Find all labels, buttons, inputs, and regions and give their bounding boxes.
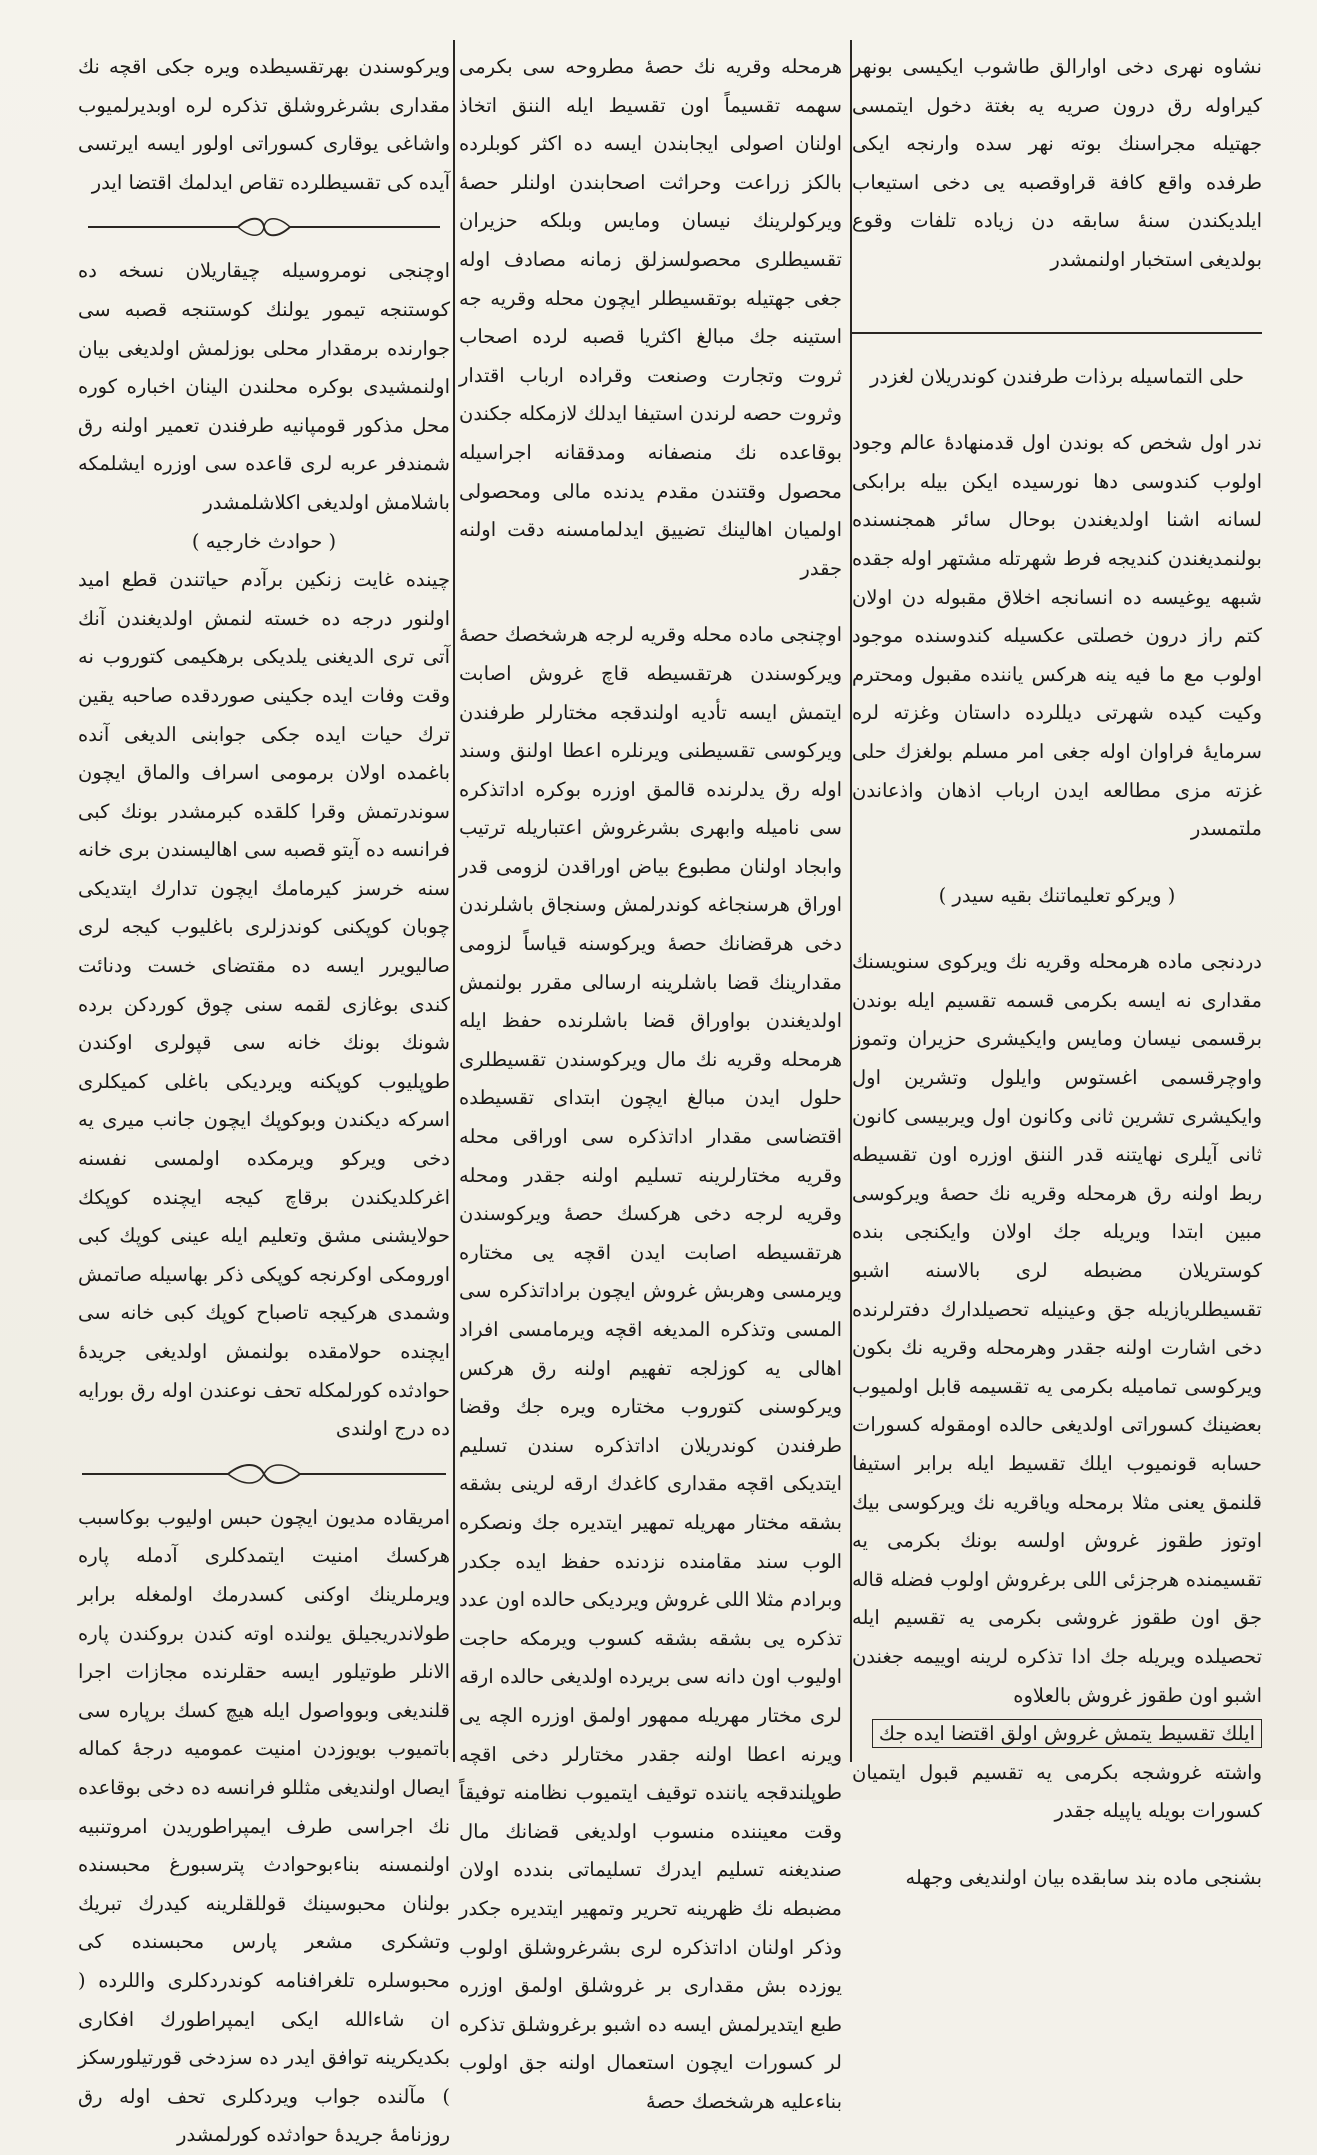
left-column xyxy=(78,48,450,2147)
column-rule-left xyxy=(453,40,455,1762)
middle-column xyxy=(459,48,842,2113)
tax-continuation-paragraph: ویرکوسندن بهرتقسیطده ویره جکی اقچه نك مقداری بشرغروشلق تذکره لره اوبدیرلمیوب واشاغی یوقاری کسوراتی اولور ایسه ایرتسی آیده کی تقسیطلرده تقاص ایدلمك اقتضا ایدر xyxy=(78,55,450,194)
ornamental-divider xyxy=(852,318,1262,348)
debtor-news-paragraph: امریقاده مدیون ایچون حبس اولیوب بوکاسبب هرکسك امنیت ایتمدکلری آدمله پاره ویرملرینك اوکنی کسدرمك اولمغله برابر طولاندریجیلق یولنده اوته کندن بروکندن پاره الانلر طوتیلور ایسه حقلرنده مجازات اجرا قلندیغی وبوواصول ایله هیچ کسك برپاره سی باتمیوب بویوزدن امنیت عمومیه درجهٔ کماله ایصال اولندیغی مثللو فرانسه ده دخی بوقاعده نك اجراسی طرف ایمپراطوریدن امروتنبیه اولنمسنه بناءبوحوادث پترسبورغ محبسنده بولنان محبوسینك قوللقلرینه کیدرك تبریك وتشکری مشعر پارس محبسنده کی محبوسلره تلغرافنامه کوندردکلری واللرده ( ان شاءالله ایکی ایمپراطورك افکاری بکدیکرینه توافق ایدر ده سزدخی قورتیلورسکز ) مآلنده جواب ویردکلری تحف اوله رق روزنامهٔ جریدهٔ حوادثده کورلمشدر xyxy=(78,1505,450,2147)
foreign-news-heading: ( حوادث خارجیه ) xyxy=(191,529,337,553)
ornamental-divider xyxy=(78,212,450,242)
ornamental-divider xyxy=(78,1459,450,1489)
installment-paragraph: هرمحله وقریه نك حصهٔ مطروحه سی بکرمی سهمه تقسیماً اون تقسیط ایله الننق اتخاذ اولنان اصولی ایجابندن ایسه ده اکثر کوبلرده بالکز زراعت وحراثت اصحابندن اولنلر حصهٔ ویرکولرینك نیسان ومایس وبلکه حزیران تقسیطلری محصولسزلق زمانه مصادف اوله جغی جهتیله بوتقسیطلر ایچون محله وقریه جه استینه جك مبالغ اکثریا قصبه لرده اصحاب ثروت وتجارت وصنعت وقراده ارباب اقتدار وثروت حصه لرندن استیفا ایدلك لازمکله جکندن بوقاعده نك منصفانه ومدققانه اجراسیله محصول وقتندن مقدم یدنده مالی ومحصولی اولمیان اهالینك تضییق ایدلمامسنه دقت اولنه جقدر xyxy=(459,55,842,580)
article-four-paragraph: دردنجی ماده هرمحله وقریه نك ویرکوی سنویسنك مقداری نه ایسه بکرمی قسمه تقسیم ایله بوندن برقسمی نیسان ومایس وایکیشری حزیران وتموز واوچرقسمی اغستوس وایلول وتشرین اول وایکیشری تشرین ثانی وکانون اول ویربیسی کانون ثانی آیلری نهایتنه قدر الننق اوزره اون تقسیطه ربط اولنه رق هرمحله وقریه نك حصهٔ ویرکوسی مبین ابتدا ویریله جك اولان وایکنجی بنده کوستریلان مضبطه لری بالاسنه اشبو تقسیطلریازیله جق وعینیله تحصیلدارك دفترلرنده دخی اشارت اولنه جقدر وهرمحله وقریه نك بکون ویرکوسی تمامیله بکرمی یه تقسیمه قابل اولمیوب بعضینك کسوراتی اولدیغی حالده اومقوله کسورات حسابه قونمیوب ایلك تقسیط ایله برابر استیفا قلنمق یعنی مثلا برمحله ویاقریه نك ویرکوسی بیك اوتوز طقوز غروش اولسه بونك بکرمی یه تقسیمنده هرجزئی اللی برغروش اولوب فضله قاله جق اون طقوز غروشی بکرمی یه تقسیم ایله تحصیلده ویریله جك ادا تذکره لرینه اوییمه جغندن اشبو اون طقوز غروش بالعلاوه xyxy=(852,950,1263,1707)
article-five-paragraph: بشنجی ماده بند سابقده بیان اولندیغی وجهله xyxy=(905,1865,1262,1889)
right-column xyxy=(852,48,1263,1889)
article-four-ending: واشته غروشجه بکرمی یه تقسیم قبول ایتمیان کسورات بویله یاپیله جقدر xyxy=(852,1760,1262,1823)
article-three-paragraph: اوچنجی ماده محله وقریه لرجه هرشخصك حصهٔ ویرکوسندن هرتقسیطه قاچ غروش اصابت ایتمش ایسه تأدیه اولندقجه مختارلر طرفندن ویرکوسی تقسیطنی ویرنلره اعطا اولنق وسند اوله رق یدلرنده قالمق اوزره بوکره اداتذکره سی نامیله وابهری بشرغروش اعتباریله ترتیب وابجاد اولنان مطبوع بیاض اوراقدن لزومی قدر اوراق هرسنجاغه کوندرلمش وسنجاق باشلرندن دخی هرقضانك حصهٔ ویرکوسنه قیاساً لزومی مقدارینك قضا باشلرینه ارسالی مقرر بولنمش اولدیغندن بواوراق قضا باشلرنده حفظ ایله هرمحله وقریه نك مال ویرکوسندن تقسیطلری حلول ایدن مبالغ ایچون ابتدای تقسیطده اقتضاسی مقدار اداتذکره سی اوراقی محله وقریه مختارلرینه تسلیم اولنه جقدر ومحله وقریه لرجه دخی هرکسك حصهٔ ویرکوسندن هرتقسیطه اصابت ایدن اقچه یی مختاره ویرمسی وهربش غروش ایچون براداتذکره سی المسی وتذکره المدیغه اقچه ویرمامسی افراد اهالی یه کوزلجه تفهیم اولنه رق هرکس ویرکوسنی کتوروب مختاره ویره جك وقضا طرفندن کوندریلان اداتذکره سندن تسلیم ایتدیکی اقچه مقداری کاغدك ارقه لرینی بشقه بشقه مختار مهریله تمهیر ایتدیره جك ونصکره الوب سند مقامنده نزدنده حفظ ایده جکدر وبرادم مثلا اللی غروش ویردیکی حالده اون عدد تذکره یی بشقه بشقه کسوب ویرمکه حاجت اولیوب اون دانه سی بریرده اولدیغی حالده ارقه لری مختار مهریله ممهور اولمق اوزره الچه یی ویرنه اعطا اولنه جقدر مختارلر دخی اقچه طوپلندقجه یاننده توقیف ایتمیوب نظامنه توفیقاً وقت معیننده منسوب اولدیغی قضانك مال صندیغنه تسلیم ایدرك تسلیماتی بندده اولان مضبطه نك ظهرینه تحریر وتمهیر ایتدیره جکدر وذکر اولنان اداتذکره لری بشرغروشلق اولوب یوزده بش مقداری بر غروشلق اولمق اوزره طبع ایتدیرلمش ایسه ده اشبو برغروشلق تذکره لر کسورات ایچون استعمال اولنه جق اولوب بناءعلیه هرشخصك حصهٔ xyxy=(459,623,842,2113)
flood-news-paragraph: نشاوه نهری دخی اوارالق طاشوب ایکیسی بونهر کیراوله رق درون صریه یه بغتة دخول ایتمسی جهتیله مجراسنك بوته نهر سده وارنجه ایکی طرفده واقع کافة قراوقصبه یی دخی استیعاب ایلدیکندن سنهٔ سابقه دن زیاده تلفات وقوع بولدیغی استخبار اولنمشدر xyxy=(852,55,1262,271)
miser-story-paragraph: چینده غایت زنکین برآدم حیاتندن قطع امید اولنور درجه ده خسته لنمش اولدیغندن آنك آتی تری الدیغنی یلدیکی برهکیمی کتوروب نه وقت وفات ایده جکینی صوردقده صاحبه یقین ترك حیات ایده جکی جوابنی الدیغی آنده باغمده اولان برمومی اسراف والماق ایچون سوندرتمش وقرا کلقده کبرمشدر بونك کبی فرانسه ده آیتو قصبه سی اهالیسندن بری خانه سنه خرسز کیرمامك ایچون تدارك ایتدیکی چوبان کوپکنی کوندزلری باغلیوب کیجه لری صالیویرر ایسه ده مقتضای خست ودنائت کندی بوغازی لقمه سنی چوق کوردکن برده شونك بونك خانه سی قپولری اوکندن طوپلیوب کوپکنه ویردیکی باغلی کمیکلری اسرکه دیکندن وبوکوپك ایچون جانب میری یه دخی ویرکو ویرمکده اولمسی نفسنه اغرکلدیکندن برقاچ کیجه ایچنده کوپکك حولایشنی مشق وتعلیم ایله عینی کوپك کبی اورومکی اوکرنجه کوپکی ذکر بهاسیله صاتمش وشمدی هرکیجه تاصباح کوپك کبی خانه سی ایچنده حولامقده بولنمش اولدیغی جریدهٔ حوادثده کورلمکله تحف نوعندن اوله رق بورایه ده درج اولندی xyxy=(78,568,450,1441)
railway-news-paragraph: اوچنجی نومروسیله چیقاریلان نسخه ده کوستنجه تیمور یولنك کوستنجه قصبه سی جوارنده برمقدار محلی بوزلمش اولدیغی بیان اولنمشیدی بوکره محلندن الینان اخباره کوره محل مذکور قومپانیه طرفندن تعمیر اولنه رق شمندفر عربه لری قاعده سی اوزره ایشلمکه باشلامش اولدیغی اکلاشلمشدر xyxy=(78,259,450,514)
riddle-paragraph: ندر اول شخص که بوندن اول قدمنهادهٔ عالم وجود اولوب کندوسی دها نورسیده ایکن بیله برابکی لسانه اشنا اولدیغندن بوحال سائر همجنسنده بولنمدیغندن کندیجه فرط شهرتله مشتهر اوله جقده شبهه یوغیسه ده انسانجه اخلاق مقبوله دن اولان کتم راز درون خصلتی عکسیله کندوسنده موجود اولوب مع ما فیه ینه هرکس یاننده مقبول ومحترم وکیت کیده شهرتی دیللرده داستان وغزته لره سرمایهٔ فراوان اوله جغی امر مسلم بولغزك حلی غزته مزی مطالعه ایدن ارباب اذهان واذعاندن ملتمسدر xyxy=(852,431,1262,841)
riddle-heading: حلی التماسیله برذات طرفندن کوندریلان لغزدر xyxy=(869,364,1245,388)
boxed-line: ایلك تقسیط یتمش غروش اولق اقتضا ایده جك xyxy=(872,1719,1262,1748)
tax-instructions-heading: ( ویرکو تعلیماتنك بقیه سیدر ) xyxy=(938,883,1176,907)
